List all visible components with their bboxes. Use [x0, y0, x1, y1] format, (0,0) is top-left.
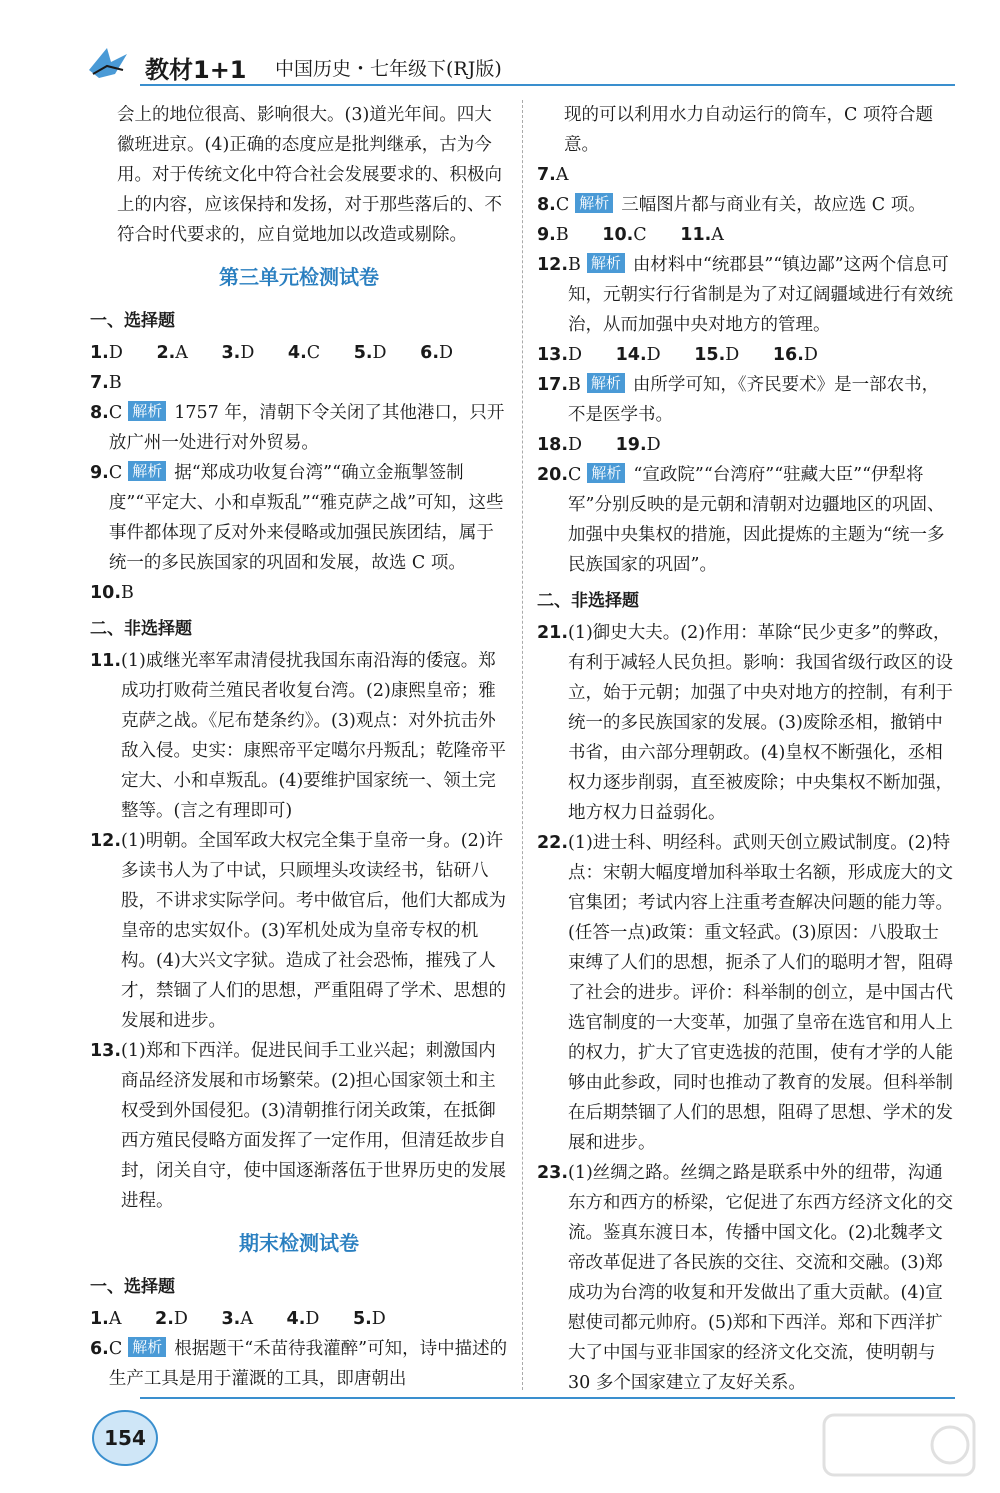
watermark-stamp-icon	[820, 1411, 980, 1483]
answer-item: 9.B	[537, 225, 569, 245]
footer-rule	[140, 1397, 955, 1399]
question-22	[537, 828, 955, 1158]
question-12	[90, 826, 508, 1036]
continued-text: 现的可以利用水力自动运行的筒车，C 项符合题意。	[564, 105, 933, 155]
question-20	[537, 460, 955, 580]
answer-row	[90, 338, 508, 398]
analysis-text: 由所学可知，《齐民要术》是一部农书，不是医学书。	[568, 375, 940, 425]
question-number: 6.	[90, 1339, 109, 1359]
answer-item: 2.D	[155, 1309, 188, 1329]
answer-letter: C	[108, 1339, 123, 1359]
answer-item: 15.D	[694, 345, 740, 365]
page-header	[85, 40, 955, 90]
question-number: 12.	[90, 831, 122, 851]
analysis-text: “宣政院”“台湾府”“驻藏大臣”“伊犁将军”分别反映的是元朝和清朝对边疆地区的巩固、加强中央集权的措施，因此提炼的主题为“统一多民族国家的巩固”。	[568, 465, 945, 575]
analysis-tag: 解析	[128, 401, 166, 421]
question-number: 17.	[537, 375, 569, 395]
question-number: 7.	[537, 165, 556, 185]
question-number: 22.	[537, 833, 569, 853]
answer-letter: C	[108, 403, 123, 423]
answer-item: 10.C	[602, 225, 647, 245]
answer-text: (1)御史大夫。(2)作用：革除“民少吏多”的弊政，有利于减轻人民负担。影响：我国省级行政区的设立，始于元朝；加强了中央对地方的控制，有利于统一的多民族国家的发展。(3)废除丞相，撤销中书省，由六部分理朝政。(4)皇权不断强化，丞相权力逐步削弱，直至被废除；中央集权不断加强，地方权力日益弱化。	[568, 623, 954, 823]
question-12	[537, 250, 955, 340]
analysis-tag: 解析	[128, 461, 166, 481]
answer-item: 13.D	[537, 345, 583, 365]
brand-title: 教材1+1	[145, 56, 247, 84]
answer-item: 11.A	[680, 225, 724, 245]
answer-row	[537, 430, 955, 460]
choice-section-title: 一、选择题	[90, 1277, 175, 1297]
question-number: 20.	[537, 465, 569, 485]
analysis-text: 由材料中“统郡县”“镇边鄙”这两个信息可知，元朝实行行省制是为了对辽阔疆域进行有效统治，从而加强中央对地方的管理。	[568, 255, 954, 335]
question-number: 11.	[90, 651, 122, 671]
answer-text: (1)进士科、明经科。武则天创立殿试制度。(2)特点：宋朝大幅度增加科举取士名额，形成庞大的文官集团；考试内容上注重考查解决问题的能力等。(任答一点)政策：重文轻武。(3)原因：八股取士束缚了人们的思想，扼杀了人们的聪明才智，阻碍了社会的进步。评价：科举制的创立，是中国古代选官制度的一大变革，加强了皇帝在选官和用人上的权力，扩大了官吏选拔的范围，使有才学的人能够由此参政，同时也推动了教育的发展。但科举制在后期禁锢了人们的思想，阻碍了思想、学术的发展和进步。	[568, 833, 954, 1153]
answer-item: 5.D	[352, 1309, 386, 1329]
question-number: 23.	[537, 1163, 569, 1183]
nonchoice-section-title: 二、非选择题	[90, 619, 192, 639]
answer-text: (1)丝绸之路。丝绸之路是联系中外的纽带，沟通东方和西方的桥梁，它促进了东西方经济文化的交流。鉴真东渡日本，传播中国文化。(2)北魏孝文帝改革促进了各民族的交往、交流和交融。(3)郑成功为台湾的收复和开发做出了重大贡献。(4)宣慰使司都元帅府。(5)郑和下西洋。郑和下西洋扩大了中国与亚非国家的经济文化交流，使明朝与 30 多个国家建立了友好关系。	[568, 1163, 954, 1393]
answer-row	[90, 1304, 508, 1334]
analysis-text: 1757 年，清朝下令关闭了其他港口，只开放广州一处进行对外贸易。	[108, 403, 505, 453]
analysis-tag: 解析	[587, 463, 625, 483]
analysis-tag: 解析	[587, 373, 625, 393]
answer-item: 7.B	[90, 373, 122, 393]
answer-letter: C	[555, 195, 570, 215]
question-8	[537, 190, 955, 220]
right-column	[537, 100, 955, 1398]
page-number: 154	[92, 1410, 158, 1466]
answer-item: 2.A	[156, 343, 188, 363]
answer-item: 16.D	[772, 345, 818, 365]
answer-item: 18.D	[537, 435, 583, 455]
question-8	[90, 398, 508, 458]
answer-letter: B	[121, 583, 134, 603]
answer-letter: B	[568, 255, 581, 275]
answer-letter: C	[108, 463, 123, 483]
question-number: 10.	[90, 583, 122, 603]
answer-item: 3.A	[221, 1309, 253, 1329]
analysis-tag: 解析	[575, 193, 613, 213]
left-column	[90, 100, 508, 1394]
column-divider	[522, 100, 523, 1390]
answer-row	[537, 220, 955, 250]
question-17	[537, 370, 955, 430]
question-number: 8.	[537, 195, 556, 215]
nonchoice-section-title: 二、非选择题	[537, 591, 639, 611]
answer-item: 3.D	[221, 343, 255, 363]
question-number: 8.	[90, 403, 109, 423]
question-number: 21.	[537, 623, 569, 643]
question-6	[90, 1334, 508, 1394]
answer-item: 5.D	[353, 343, 387, 363]
analysis-text: 三幅图片都与商业有关，故应选 C 项。	[621, 195, 926, 215]
answer-item: 4.C	[287, 343, 321, 363]
question-23	[537, 1158, 955, 1398]
intro-paragraph: 会上的地位很高、影响很大。(3)道光年间。四大徽班进京。(4)正确的态度应是批判继承，古为今用。对于传统文化中符合社会发展要求的、积极向上的内容，应该保持和发扬，对于那些落后的、不符合时代要求的，应自觉地加以改造或剔除。	[117, 105, 502, 245]
header-rule	[140, 84, 955, 86]
question-21	[537, 618, 955, 828]
answer-item: 1.D	[90, 343, 123, 363]
answer-text: (1)戚继光率军肃清侵扰我国东南沿海的倭寇。郑成功打败荷兰殖民者收复台湾。(2)康熙皇帝；雅克萨之战。《尼布楚条约》。(3)观点：对外抗击外敌入侵。史实：康熙帝平定噶尔丹叛乱；乾隆帝平定大、小和卓叛乱。(4)要维护国家统一、领土完整等。(言之有理即可)	[121, 651, 507, 821]
question-10	[90, 578, 508, 608]
book-logo-icon	[85, 44, 131, 84]
question-number: 12.	[537, 255, 569, 275]
subject-title: 中国历史・七年级下(RJ版)	[275, 58, 502, 80]
answer-letter: A	[555, 165, 569, 185]
choice-section-title: 一、选择题	[90, 311, 175, 331]
analysis-tag: 解析	[587, 253, 625, 273]
question-7	[537, 160, 955, 190]
answer-item: 1.A	[90, 1309, 122, 1329]
question-13	[90, 1036, 508, 1216]
answer-item: 19.D	[615, 435, 661, 455]
analysis-text: 据“郑成功收复台湾”“确立金瓶掣签制度”“平定大、小和卓叛乱”“雅克萨之战”可知，这些事件都体现了反对外来侵略或加强民族团结，属于统一的多民族国家的巩固和发展，故选 C 项。	[108, 463, 504, 573]
question-9	[90, 458, 508, 578]
final-exam-title: 期末检测试卷	[239, 1231, 359, 1255]
answer-item: 6.D	[420, 343, 454, 363]
unit3-title: 第三单元检测试卷	[219, 265, 379, 289]
answer-text: (1)明朝。全国军政大权完全集于皇帝一身。(2)许多读书人为了中试，只顾埋头攻读经书，钻研八股，不讲求实际学问。考中做官后，他们大都成为皇帝的忠实奴仆。(3)军机处成为皇帝专权的机构。(4)大兴文字狱。造成了社会恐怖，摧残了人才，禁锢了人们的思想，严重阻碍了学术、思想的发展和进步。	[121, 831, 507, 1031]
analysis-text: 根据题干“禾苗待我灌醉”可知，诗中描述的生产工具是用于灌溉的工具，即唐朝出	[108, 1339, 508, 1389]
question-11	[90, 646, 508, 826]
question-number: 13.	[90, 1041, 122, 1061]
answer-item: 4.D	[286, 1309, 320, 1329]
answer-text: (1)郑和下西洋。促进民间手工业兴起；刺激国内商品经济发展和市场繁荣。(2)担心国家领土和主权受到外国侵犯。(3)清朝推行闭关政策，在抵御西方殖民侵略方面发挥了一定作用，但清廷故步自封，闭关自守，使中国逐渐落伍于世界历史的发展进程。	[121, 1041, 507, 1211]
answer-letter: B	[568, 375, 581, 395]
analysis-tag: 解析	[128, 1337, 166, 1357]
question-number: 9.	[90, 463, 109, 483]
answer-item: 14.D	[615, 345, 661, 365]
answer-row	[537, 340, 955, 370]
answer-letter: C	[568, 465, 582, 485]
